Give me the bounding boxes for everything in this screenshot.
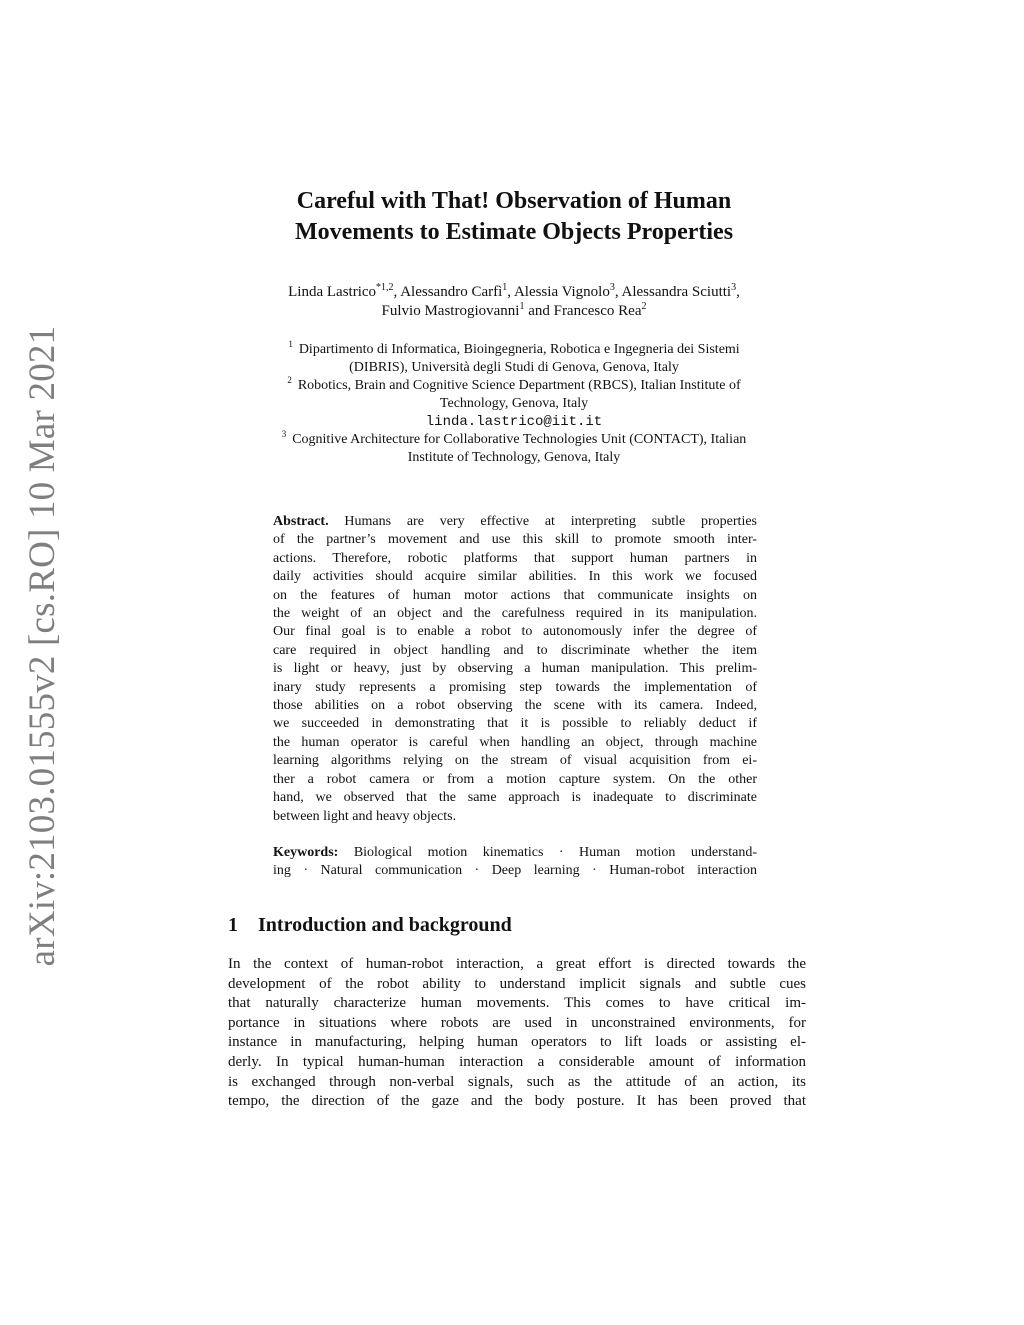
abstract-line: hand, we observed that the same approach is inadequate to discriminate	[273, 790, 757, 806]
author-separator: ,	[736, 284, 740, 300]
abstract-text: Humans are very effective at interpreting subtle properties	[344, 514, 758, 529]
abstract-line: daily activities should acquire similar abilities. In this work we focused	[273, 569, 757, 585]
author-affil-mark: 3	[609, 282, 615, 293]
abstract-line: Our final goal is to enable a robot to autonomously infer the degree of	[273, 624, 757, 640]
affiliation-1-line-1	[212, 341, 816, 359]
abstract-line: of the partner’s movement and use this skill to promote smooth inter-	[273, 532, 757, 548]
author-affil-mark: 3	[731, 282, 737, 293]
section-heading	[228, 912, 808, 938]
body-line: In the context of human-robot interaction, a great effort is directed towards the	[228, 956, 806, 972]
author-line-2	[212, 302, 816, 321]
title-line-2: Movements to Estimate Objects Properties	[294, 219, 734, 245]
body-line: portance in situations where robots are used in unconstrained environments, for	[228, 1014, 806, 1031]
body-line: instance in manufacturing, helping human operators to lift loads or assisting el-	[228, 1034, 806, 1051]
abstract	[273, 513, 757, 826]
affiliation-3-line-1	[212, 431, 816, 449]
keywords-line	[273, 844, 757, 862]
affiliation-mark: 1	[288, 339, 293, 350]
abstract-line	[273, 513, 757, 531]
abstract-line: those abilities on a robot observing the scene with its camera. Indeed,	[273, 698, 757, 714]
author-name: , Alessandra Sciutti	[614, 284, 732, 300]
keywords	[273, 844, 757, 881]
arxiv-identifier: arXiv:2103.01555v2 [cs.RO] 10 Mar 2021	[22, 325, 63, 967]
author-affil-mark: 1	[502, 282, 508, 293]
author-line-1	[212, 283, 816, 302]
affiliation-3-line-2: Institute of Technology, Genova, Italy	[407, 450, 621, 465]
section-title: Introduction and background	[258, 914, 512, 936]
contact-email[interactable]: linda.lastrico@iit.it	[425, 414, 603, 430]
affiliations	[212, 341, 816, 467]
body-line: tempo, the direction of the gaze and the body posture. It has been proved that	[228, 1093, 806, 1110]
affiliation-1-line-2: (DIBRIS), Università degli Studi di Genova, Genova, Italy	[349, 360, 679, 375]
abstract-label: Abstract.	[273, 514, 329, 529]
abstract-line: the weight of an object and the carefulness required in its manipulation.	[273, 606, 757, 622]
abstract-line: inary study represents a promising step towards the implementation of	[273, 679, 757, 695]
author-name: Linda Lastrico	[288, 284, 377, 300]
body-line: that naturally characterize human movements. This comes to have critical im-	[228, 995, 806, 1012]
keywords-text: Biological motion kinematics · Human motion understand-	[353, 845, 757, 860]
author-affil-mark: 2	[641, 301, 647, 312]
abstract-line: is light or heavy, just by observing a human manipulation. This prelim-	[273, 661, 757, 677]
author-affil-mark: *1,2	[376, 282, 394, 293]
introduction-body	[228, 955, 806, 1112]
abstract-line: the human operator is careful when handling an object, through machine	[273, 734, 757, 750]
abstract-line: care required in object handling and to discriminate whether the item	[273, 642, 757, 658]
body-line: development of the robot ability to understand implicit signals and subtle cues	[228, 975, 806, 992]
author-affil-mark: 1	[519, 301, 525, 312]
affiliation-text: Dipartimento di Informatica, Bioingegneria, Robotica e Ingegneria dei Sistemi	[298, 342, 740, 357]
abstract-line: on the features of human motor actions that communicate insights on	[273, 587, 757, 603]
abstract-line: we succeeded in demonstrating that it is possible to reliably deduct if	[273, 716, 757, 732]
affiliation-text: Robotics, Brain and Cognitive Science Department (RBCS), Italian Institute of	[297, 378, 741, 393]
author-name: , Alessia Vignolo	[507, 284, 610, 300]
section-number: 1	[228, 914, 238, 936]
abstract-line: between light and heavy objects.	[273, 808, 457, 824]
affiliation-2-line-1	[212, 377, 816, 395]
body-line: is exchanged through non-verbal signals, such as the attitude of an action, its	[228, 1073, 806, 1090]
author-name: , Alessandro Carfì	[393, 284, 503, 300]
abstract-line: actions. Therefore, robotic platforms that support human partners in	[273, 550, 757, 566]
affiliation-mark: 3	[281, 429, 287, 440]
abstract-line: ther a robot camera or from a motion capture system. On the other	[273, 771, 757, 787]
author-list	[212, 283, 816, 321]
affiliation-text: Cognitive Architecture for Collaborative Technologies Unit (CONTACT), Italian	[292, 432, 747, 447]
keywords-label: Keywords:	[273, 845, 339, 860]
author-name: and Francesco Rea	[524, 303, 642, 319]
body-line: derly. In typical human-human interaction a considerable amount of information	[228, 1053, 806, 1070]
affiliation-mark: 2	[287, 375, 292, 386]
abstract-line: learning algorithms relying on the stream of visual acquisition from ei-	[273, 753, 757, 769]
author-name: Fulvio Mastrogiovanni	[381, 303, 520, 319]
paper-title	[212, 186, 816, 248]
title-line-1: Careful with That! Observation of Human	[296, 188, 732, 214]
affiliation-2-line-2: Technology, Genova, Italy	[439, 396, 589, 411]
keywords-line: ing · Natural communication · Deep learning · Human-robot interaction	[273, 863, 757, 879]
